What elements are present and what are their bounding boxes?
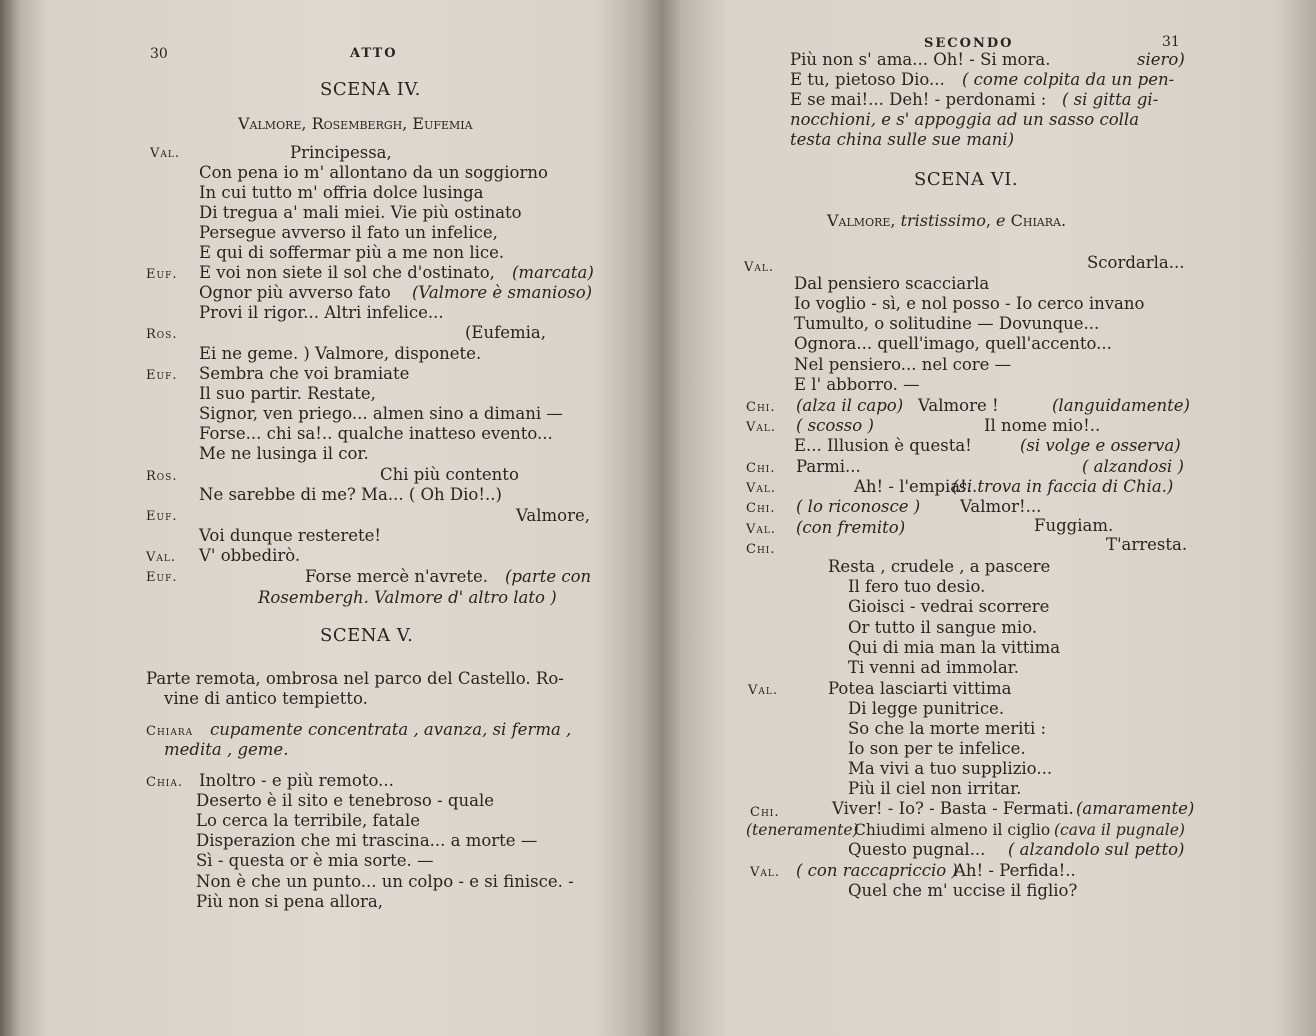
verse-line: Più non si pena allora, — [196, 892, 384, 911]
scene-title: SCENA IV. — [320, 79, 421, 100]
stage-direction: (si trova in faccia di Chia.) — [952, 477, 1174, 496]
speaker-label: Chi. — [746, 461, 776, 476]
verse-line: Me ne lusinga il cor. — [199, 444, 369, 463]
right-page — [662, 0, 1316, 1036]
character-name: Valmore — [827, 211, 891, 230]
scene-cast: Valmore, tristissimo, e Chiara. — [827, 211, 1067, 230]
verse-line: Scordarla... — [1087, 253, 1185, 272]
verse-line: Io son per te infelice. — [848, 739, 1026, 758]
verse-line: Valmor!... — [960, 497, 1042, 516]
speaker-label: Val. — [750, 865, 780, 880]
verse-line: Valmore ! — [918, 396, 999, 415]
verse-line: Più non s' ama... Oh! - Si mora. — [790, 50, 1051, 69]
speaker-label: Euf. — [146, 267, 178, 282]
verse-line: Parmi... — [796, 457, 861, 476]
verse-line: Deserto è il sito e tenebroso - quale — [196, 791, 494, 810]
verse-line: Qui di mia man la vittima — [848, 638, 1061, 657]
stage-direction: (amaramente) — [1076, 799, 1195, 818]
stage-direction: (teneramente) — [746, 821, 859, 839]
stage-direction: medita , geme. — [164, 740, 289, 759]
verse-line: Potea lasciarti vittima — [828, 679, 1012, 698]
speaker-label: Val. — [744, 260, 774, 275]
stage-direction: (Valmore è smanioso) — [412, 283, 593, 302]
verse-line: E voi non siete il sol che d'ostinato, — [199, 263, 495, 282]
verse-line: Tumulto, o solitudine — Dovunque... — [794, 314, 1100, 333]
speaker-label: Val. — [746, 481, 776, 496]
verse-line: Provi il rigor... Altri infelice... — [199, 303, 444, 322]
verse-line: Disperazion che mi trascina... a morte — — [196, 831, 538, 850]
verse-line: Or tutto il sangue mio. — [848, 618, 1038, 637]
verse-line: Resta , crudele , a pascere — [828, 557, 1051, 576]
speaker-label: Euf. — [146, 368, 178, 383]
verse-line: Chiudimi almeno il ciglio — [854, 821, 1051, 839]
verse-line: Inoltro - e più remoto... — [199, 771, 394, 790]
verse-line: T'arresta. — [1106, 535, 1188, 554]
speaker-label: Chi. — [750, 805, 780, 820]
verse-line: E qui di soffermar più a me non lice. — [199, 243, 505, 262]
stage-direction: ( alzandolo sul petto) — [1008, 840, 1185, 859]
speaker-label: Val. — [150, 146, 180, 161]
verse-line: Il nome mio!.. — [984, 416, 1101, 435]
stage-direction: Rosembergh. Valmore d' altro lato ) — [258, 588, 557, 607]
verse-line: Io voglio - sì, e nol posso - Io cerco invano — [794, 294, 1145, 313]
character-name: Chiara — [146, 724, 194, 739]
verse-line: Quel che m' uccise il figlio? — [848, 881, 1078, 900]
stage-direction: siero) — [1137, 50, 1185, 69]
speaker-label: Euf. — [146, 509, 178, 524]
speaker-label: Val. — [146, 550, 176, 565]
verse-line: Chi più contento — [380, 465, 519, 484]
page-number: 31 — [1162, 34, 1180, 50]
verse-line: Forse mercè n'avrete. — [305, 567, 489, 586]
stage-direction: (languidamente) — [1052, 396, 1190, 415]
speaker-label: Chia. — [146, 775, 183, 790]
scene-cast: Valmore, Rosembergh, Eufemia — [238, 114, 473, 133]
speaker-label: Ros. — [146, 327, 178, 342]
verse-line: Forse... chi sa!.. qualche inatteso evento... — [199, 424, 553, 443]
stage-direction: ( lo riconosce ) — [796, 497, 921, 516]
verse-line: E se mai!... Deh! - perdonami : — [790, 90, 1047, 109]
verse-line: Ne sarebbe di me? Ma... ( Oh Dio!..) — [199, 485, 502, 504]
stage-direction: (con fremito) — [796, 518, 906, 537]
verse-line: (Eufemia, — [465, 323, 546, 342]
verse-line: Il fero tuo desio. — [848, 577, 986, 596]
verse-line: In cui tutto m' offria dolce lusinga — [199, 183, 484, 202]
stage-direction: (si volge e osserva) — [1020, 436, 1181, 455]
speaker-label: Chi. — [746, 400, 776, 415]
verse-line: Di legge punitrice. — [848, 699, 1005, 718]
scene-setting: Parte remota, ombrosa nel parco del Castello. Ro- — [146, 669, 564, 688]
verse-line: Ah! - l'empia!.. — [854, 477, 978, 496]
verse-line: Nel pensiero... nel core — — [794, 355, 1012, 374]
stage-direction: (cava il pugnale) — [1054, 821, 1185, 839]
stage-direction: ( si gitta gi- — [1062, 90, 1159, 109]
stage-direction: ( scosso ) — [796, 416, 874, 435]
verse-line: Principessa, — [290, 143, 392, 162]
verse-line: Di tregua a' mali miei. Vie più ostinato — [199, 203, 522, 222]
speaker-label: Val. — [746, 420, 776, 435]
verse-line: Viver! - Io? - Basta - Fermati. — [832, 799, 1074, 818]
verse-line: Ti venni ad immolar. — [848, 658, 1019, 677]
verse-line: Valmore, — [516, 506, 590, 525]
verse-line: Lo cerca la terribile, fatale — [196, 811, 420, 830]
stage-direction: nocchioni, e s' appoggia ad un sasso colla — [790, 110, 1140, 129]
verse-line: So che la morte meriti : — [848, 719, 1047, 738]
speaker-label: Chi. — [746, 501, 776, 516]
verse-line: Sembra che voi bramiate — [199, 364, 410, 383]
verse-line: Voi dunque resterete! — [199, 526, 382, 545]
stage-direction: ( come colpita da un pen- — [962, 70, 1175, 89]
speaker-label: Euf. — [146, 570, 178, 585]
verse-line: Fuggiam. — [1034, 516, 1114, 535]
running-head: ATTO — [350, 46, 398, 61]
verse-line: Questo pugnal... — [848, 840, 986, 859]
verse-line: Il suo partir. Restate, — [199, 384, 376, 403]
stage-direction: ( con raccapriccio ) — [796, 861, 958, 880]
verse-line: Con pena io m' allontano da un soggiorno — [199, 163, 548, 182]
scene-title: SCENA V. — [320, 625, 414, 646]
scene-setting: vine di antico tempietto. — [164, 689, 368, 708]
page-number: 30 — [150, 46, 168, 62]
speaker-label: Ros. — [146, 469, 178, 484]
verse-line: Sì - questa or è mia sorte. — — [196, 851, 434, 870]
verse-line: Ognor più avverso fato — [199, 283, 391, 302]
verse-line: Gioisci - vedrai scorrere — [848, 597, 1050, 616]
verse-line: E tu, pietoso Dio... — [790, 70, 945, 89]
scene-title: SCENA VI. — [914, 169, 1019, 190]
character-name: Chiara. — [1010, 211, 1067, 230]
verse-line: Dal pensiero scacciarla — [794, 274, 990, 293]
stage-direction: ( alzandosi ) — [1082, 457, 1184, 476]
verse-line: Non è che un punto... un colpo - e si finisce. - — [196, 872, 574, 891]
verse-line: Persegue avverso il fato un infelice, — [199, 223, 498, 242]
verse-line: Signor, ven priego... almen sino a dimani — — [199, 404, 563, 423]
verse-line: Ognora... quell'imago, quell'accento... — [794, 334, 1112, 353]
stage-direction: cupamente concentrata , avanza, si ferma , — [210, 720, 572, 739]
speaker-label: Val. — [746, 522, 776, 537]
verse-line: E... Illusion è questa! — [794, 436, 972, 455]
verse-line: Ah! - Perfida!.. — [954, 861, 1076, 880]
running-head: SECONDO — [924, 36, 1014, 51]
stage-direction: tristissimo — [900, 211, 986, 230]
stage-direction: testa china sulle sue mani) — [790, 130, 1015, 149]
stage-direction: (marcata) — [512, 263, 594, 282]
verse-line: Ei ne geme. ) Valmore, disponete. — [199, 344, 482, 363]
verse-line: Più il ciel non irritar. — [848, 779, 1022, 798]
stage-direction: (alza il capo) — [796, 396, 904, 415]
verse-line: E l' abborro. — — [794, 375, 920, 394]
verse-line: Ma vivi a tuo supplizio... — [848, 759, 1053, 778]
verse-line: V' obbedirò. — [199, 546, 301, 565]
stage-direction: (parte con — [505, 567, 592, 586]
speaker-label: Chi. — [746, 542, 776, 557]
speaker-label: Val. — [748, 683, 778, 698]
